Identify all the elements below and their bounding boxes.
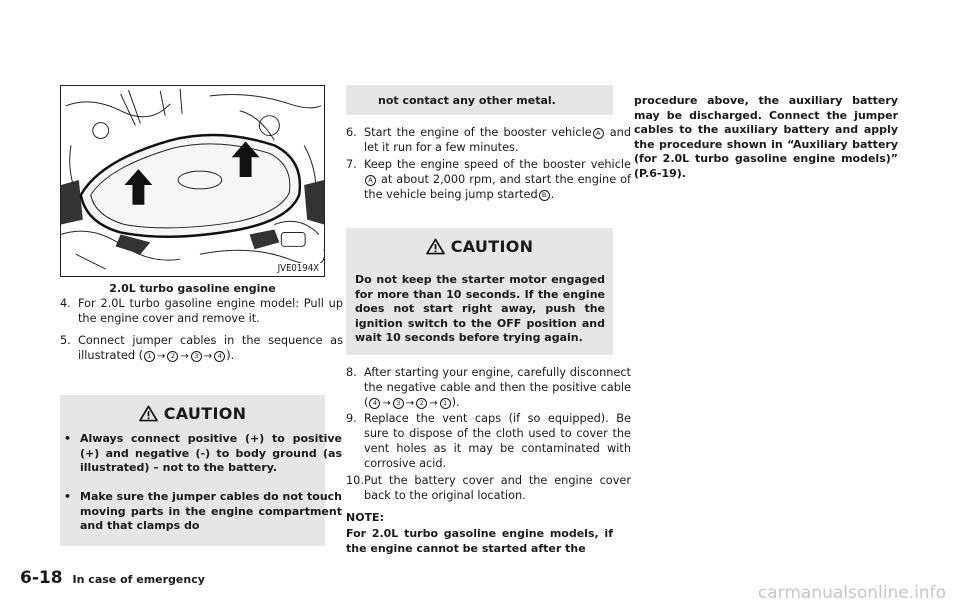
step-8: 8. After starting your engine, carefully disconnect the negative cable and then the positive cable ( 4 → 3 → 2 → 1 ). bbox=[346, 366, 631, 409]
arrow-right-icon: → bbox=[382, 398, 391, 409]
vehicle-a-icon: A bbox=[365, 175, 376, 186]
circled-number-icon: 2 bbox=[167, 351, 178, 362]
circled-number-icon: 3 bbox=[191, 351, 202, 362]
warning-triangle-icon bbox=[426, 238, 445, 255]
note-continued-text: procedure above, the auxiliary battery may be discharged. Connect the jumper cables to the auxiliary battery and apply the procedure shown in “Auxiliary battery (for 2.0L turbo gasoline engine models)” (P.6-19). bbox=[634, 94, 898, 180]
circled-number-icon: 3 bbox=[393, 398, 404, 409]
engine-cover-drawing bbox=[61, 86, 324, 276]
vehicle-a-icon: A bbox=[593, 128, 604, 139]
page-number: 6-18 bbox=[20, 568, 63, 588]
warning-triangle-icon bbox=[139, 405, 158, 422]
step-6: 6. Start the engine of the booster vehicle A and let it run for a few minutes. bbox=[346, 126, 632, 154]
figure-caption: 2.0L turbo gasoline engine bbox=[109, 282, 276, 295]
note-label: NOTE: bbox=[346, 511, 384, 524]
figure-code: JVE0194X bbox=[277, 263, 319, 274]
caution-heading: CAUTION bbox=[60, 395, 325, 431]
circled-number-icon: 1 bbox=[144, 351, 155, 362]
step-7: 7. Keep the engine speed of the booster vehicleA at about 2,000 rpm, and start the engine of the vehicle being jump started B . bbox=[346, 158, 632, 201]
circled-number-icon: 1 bbox=[440, 398, 451, 409]
watermark: carmanualsonline.info bbox=[757, 583, 946, 603]
circled-number-icon: 4 bbox=[369, 398, 380, 409]
step-9: 9. Replace the vent caps (if so equipped). Be sure to dispose of the cloth used to cover the vent holes as it may be contaminated with corrosive acid. bbox=[346, 412, 631, 470]
bullet-dot-icon: • bbox=[64, 432, 72, 445]
arrow-right-icon: → bbox=[405, 398, 415, 409]
step-5: 5. Connect jumper cables in the sequence as illustrated ( 1 → 2 → 3 → 4 ). bbox=[60, 334, 343, 362]
bullet-dot-icon: • bbox=[64, 490, 72, 503]
note-text: For 2.0L turbo gasoline engine models, if the engine cannot be started after the bbox=[346, 527, 613, 555]
caution-heading: CAUTION bbox=[346, 228, 613, 264]
arrow-right-icon: → bbox=[180, 351, 189, 362]
step-10: 10.Put the battery cover and the engine cover back to the original location. bbox=[346, 474, 631, 502]
vehicle-b-icon: B bbox=[539, 190, 550, 201]
caution-bullet: • Always connect positive (+) to positive (+) and negative (-) to body ground (as illustrated) – not to the battery. bbox=[60, 432, 342, 476]
arrow-right-icon: → bbox=[429, 398, 438, 409]
circled-number-icon: 2 bbox=[416, 398, 427, 409]
caution-continued-text: not contact any other metal. bbox=[378, 94, 556, 107]
circled-number-icon: 4 bbox=[214, 351, 225, 362]
section-name: In case of emergency bbox=[72, 573, 205, 586]
arrow-right-icon: → bbox=[203, 351, 213, 362]
caution-bullet: • Make sure the jumper cables do not touch moving parts in the engine compartment and that clamps do bbox=[60, 490, 342, 534]
arrow-right-icon: → bbox=[157, 351, 166, 362]
engine-illustration bbox=[60, 85, 325, 277]
page-footer bbox=[20, 568, 205, 588]
caution-text: Do not keep the starter motor engaged for more than 10 seconds. If the engine does not start right away, push the ignition switch to the OFF position and wait 10 seconds before trying again. bbox=[355, 273, 605, 345]
step-4: 4. For 2.0L turbo gasoline engine model: Pull up the engine cover and remove it. bbox=[60, 297, 343, 325]
